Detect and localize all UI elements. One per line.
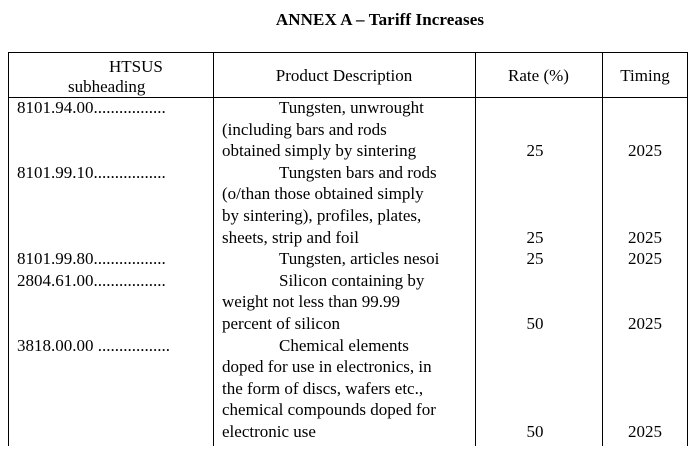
timing-value: 2025: [628, 313, 662, 333]
table-row: [8, 162, 688, 248]
description-line: Tungsten, articles nesoi: [279, 249, 440, 269]
description-line: chemical compounds doped for: [222, 400, 436, 420]
hts-header-line-1: HTSUS: [109, 57, 163, 76]
table-row: [8, 248, 688, 270]
timing-value: 2025: [628, 249, 662, 269]
description-line: doped for use in electronics, in: [222, 357, 432, 377]
description-line: weight not less than 99.99: [222, 292, 401, 312]
description-line: Tungsten, unwrought: [279, 98, 424, 117]
description-line: (o/than those obtained simply: [222, 184, 424, 204]
product-description: [222, 162, 472, 248]
description-line: (including bars and rods: [222, 119, 387, 139]
timing-value: 2025: [628, 227, 662, 247]
description-line: the form of discs, wafers etc.,: [222, 378, 424, 398]
tariff-table: [8, 52, 688, 446]
table-row: [8, 270, 688, 335]
description-line: obtained simply by sintering: [222, 141, 417, 161]
description-line: Silicon containing by: [279, 270, 425, 290]
annex-title: ANNEX A – Tariff Increases: [275, 10, 485, 29]
table-row: [8, 97, 688, 162]
rate-value: 50: [526, 421, 544, 441]
rate-value: 50: [526, 313, 544, 333]
hts-code: 3818.00.00 .................: [17, 335, 170, 355]
rate-column-header: Rate (%): [508, 66, 569, 85]
hts-code: 2804.61.00.................: [17, 270, 166, 290]
hts-column-header: [8, 57, 213, 97]
rate-value: 25: [526, 227, 544, 247]
hts-code: 8101.99.10.................: [17, 162, 166, 182]
table-row: [8, 335, 688, 443]
timing-value: 2025: [628, 141, 662, 161]
timing-column-header: Timing: [620, 66, 670, 85]
description-line: percent of silicon: [222, 313, 341, 333]
description-line: sheets, strip and foil: [222, 227, 359, 247]
product-description: [222, 270, 472, 335]
product-description: [222, 97, 472, 162]
product-description: [222, 335, 472, 443]
timing-value: 2025: [628, 421, 662, 441]
hts-code: 8101.99.80.................: [17, 249, 166, 269]
description-line: Chemical elements: [279, 335, 409, 355]
description-line: electronic use: [222, 421, 316, 441]
product-description: [222, 248, 472, 270]
description-column-header: Product Description: [275, 66, 413, 85]
rate-value: 25: [526, 249, 544, 269]
rate-value: 25: [526, 141, 544, 161]
description-line: by sintering), profiles, plates,: [222, 205, 422, 225]
hts-code: 8101.94.00.................: [17, 98, 166, 117]
hts-header-line-2: subheading: [68, 77, 146, 96]
table-top-border: [8, 52, 688, 53]
description-line: Tungsten bars and rods: [279, 162, 437, 182]
